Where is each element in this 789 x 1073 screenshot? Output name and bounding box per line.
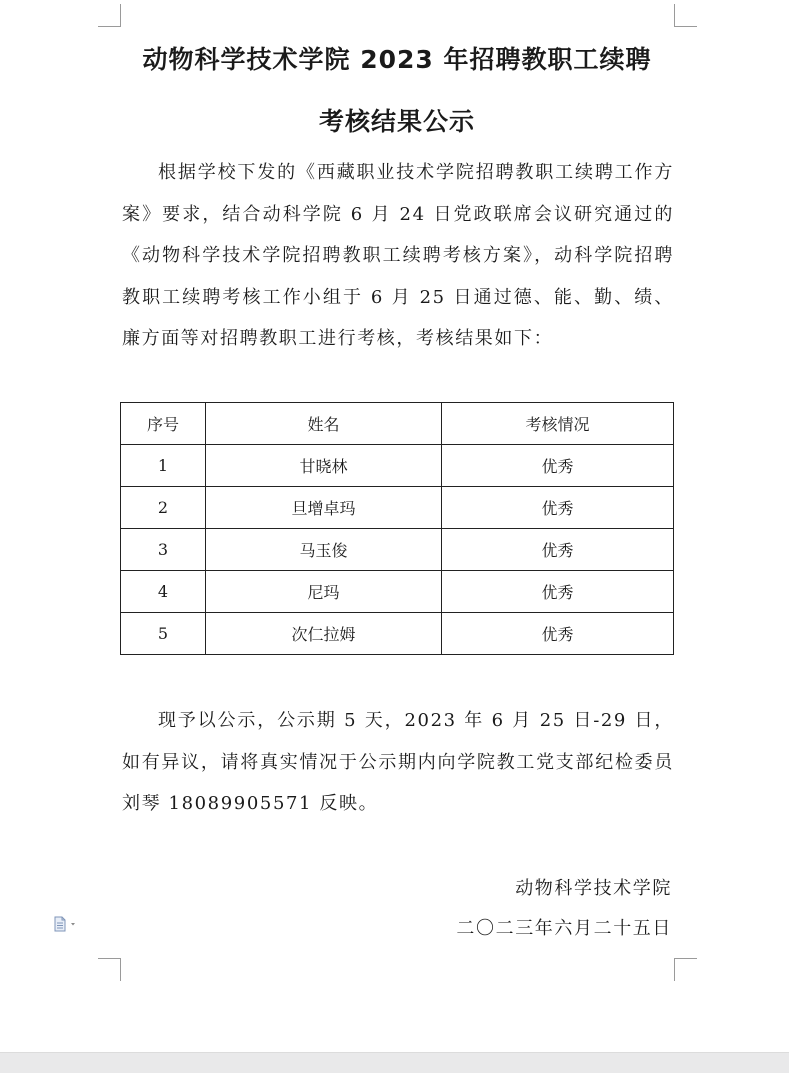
bottom-gray-bar [0,1052,789,1073]
header-result: 考核情况 [442,403,674,445]
table-row [121,571,674,613]
row-result: 优秀 [442,613,674,655]
row-result: 优秀 [442,571,674,613]
table-row [121,445,674,487]
header-index: 序号 [121,403,206,445]
row-result: 优秀 [442,529,674,571]
row-index: 5 [121,613,206,655]
intro-paragraph: 根据学校下发的《西藏职业技术学院招聘教职工续聘工作方案》要求，结合动科学院 6 月 24 日党政联席会议研究通过的《动物科学技术学院招聘教职工续聘考核方案》，动科学院招聘教职工续聘考核工作小组于 6 月 25 日通过德、能、勤、绩、廉方面等对招聘教职工进行考核，考核结果如下： [122,162,674,349]
row-index: 2 [121,487,206,529]
results-table [120,402,674,655]
row-name: 旦增卓玛 [206,487,442,529]
row-name: 次仁拉姆 [206,613,442,655]
notice-paragraph: 现予以公示，公示期 5 天，2023 年 6 月 25 日-29 日，如有异议，请将真实情况于公示期内向学院教工党支部纪检委员刘琴 18089905571 反映。 [122,710,674,814]
crop-mark-bottom-left [98,958,121,981]
signature-date: 二〇二三年六月二十五日 [456,918,672,939]
row-result: 优秀 [442,445,674,487]
table-row [121,529,674,571]
document-title-line1: 动物科学技术学院 2023 年招聘教职工续聘 [142,45,652,74]
row-name: 马玉俊 [206,529,442,571]
table-row [121,487,674,529]
row-index: 3 [121,529,206,571]
row-name: 甘晓林 [206,445,442,487]
row-index: 4 [121,571,206,613]
crop-mark-top-left [98,4,121,27]
row-index: 1 [121,445,206,487]
table-header-row [121,403,674,445]
document-icon[interactable] [52,916,82,932]
crop-mark-top-right [674,4,697,27]
header-name: 姓名 [206,403,442,445]
table-row [121,613,674,655]
row-result: 优秀 [442,487,674,529]
signature-organization: 动物科学技术学院 [515,878,672,899]
crop-mark-bottom-right [674,958,697,981]
row-name: 尼玛 [206,571,442,613]
document-title-line2: 考核结果公示 [318,107,475,136]
